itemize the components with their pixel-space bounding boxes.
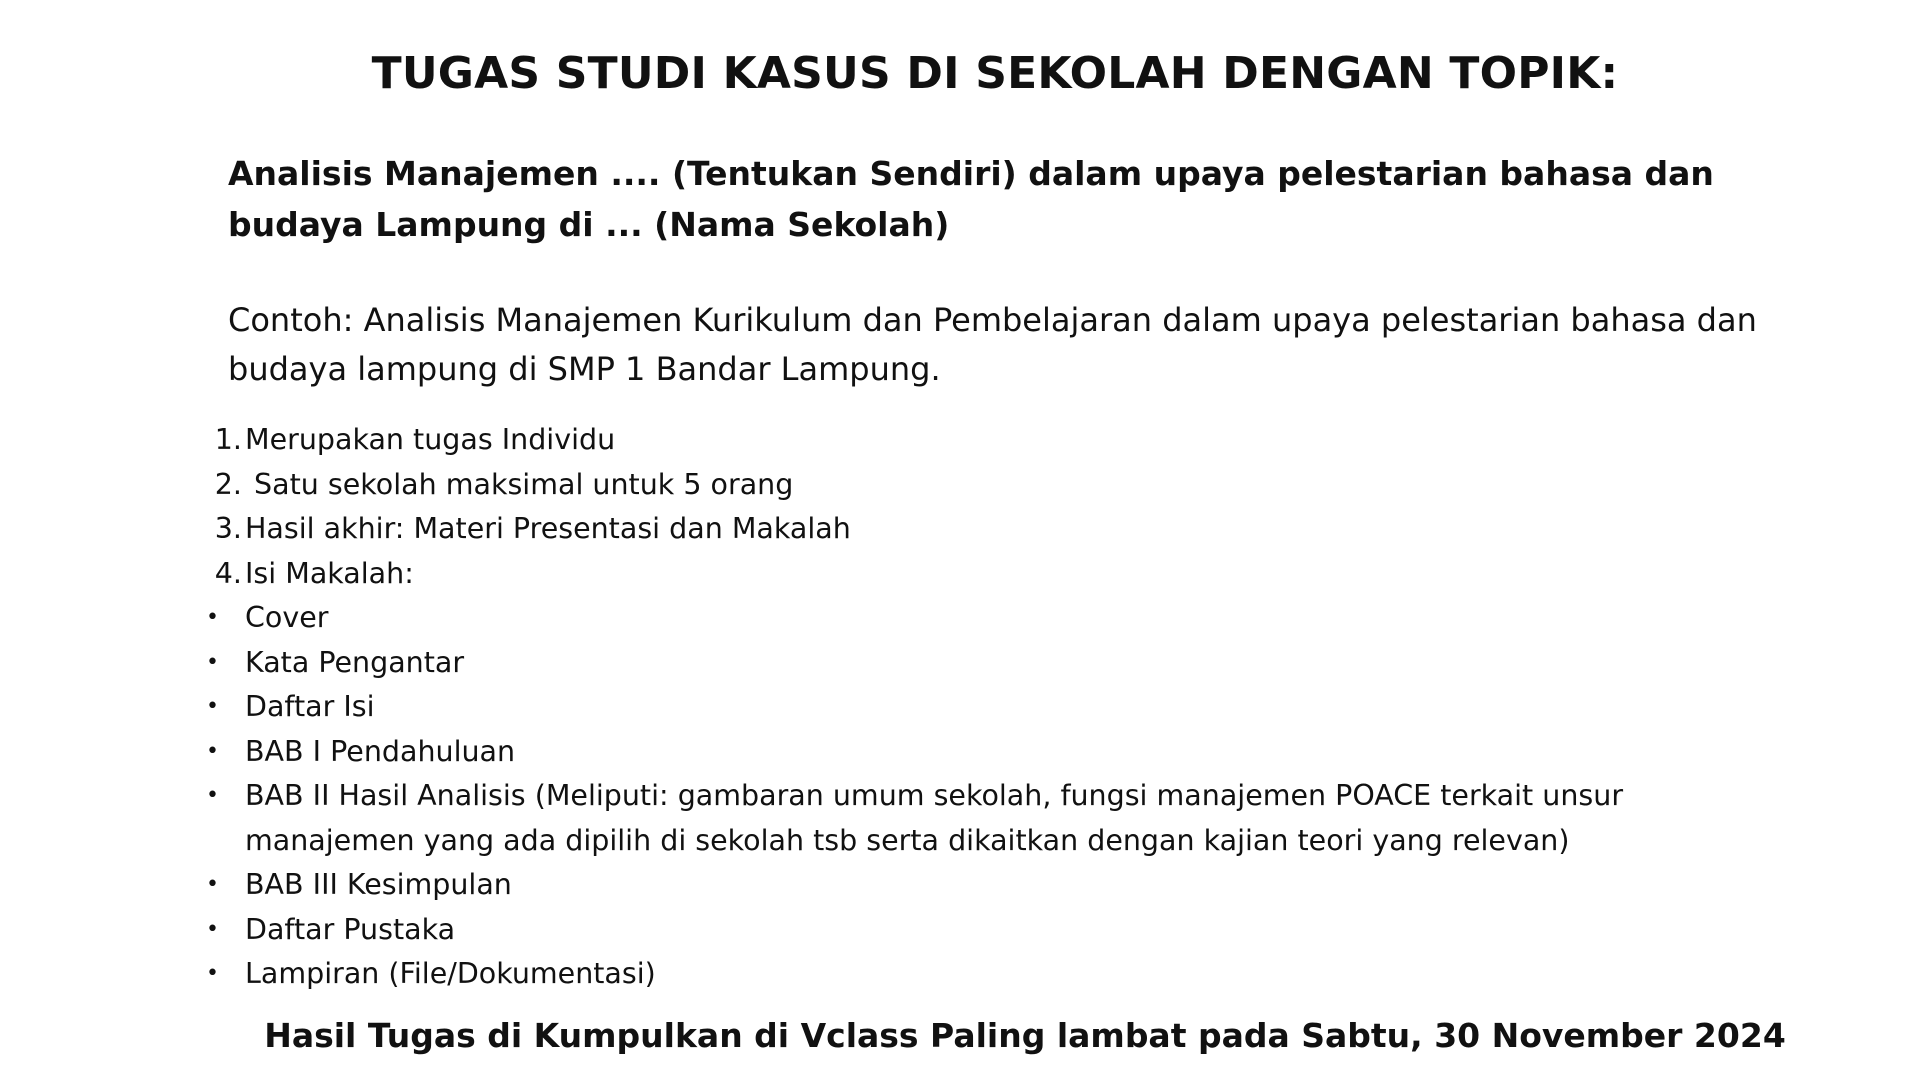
deadline-note: Hasil Tugas di Kumpulkan di Vclass Paling lambat pada Sabtu, 30 November 2024 — [264, 1016, 1786, 1055]
bullet-item-text: BAB I Pendahuluan — [245, 734, 516, 768]
bullet-item — [190, 730, 1750, 775]
bullet-item — [190, 774, 1750, 863]
bullet-item — [190, 685, 1750, 730]
list-item — [190, 552, 1750, 597]
bullet-item — [190, 908, 1750, 953]
bullet-icon: • — [206, 694, 219, 719]
bullet-item — [190, 641, 1750, 686]
bullet-icon: • — [206, 649, 219, 675]
list-item-text: Hasil akhir: Materi Presentasi dan Makalah — [245, 512, 851, 545]
list-item — [190, 507, 1750, 552]
example-paragraph: Contoh: Analisis Manajemen Kurikulum dan Pembelajaran dalam upaya pelestarian bahasa dan budaya lampung di SMP 1 Bandar Lampung. — [228, 301, 1757, 388]
bullet-item-text: Daftar Isi — [245, 690, 375, 723]
list-item-text: Isi Makalah: — [245, 556, 414, 590]
bullet-item-text: BAB III Kesimpulan — [245, 868, 512, 901]
bullet-item — [190, 863, 1750, 908]
bullet-icon: • — [206, 916, 219, 942]
bullet-item-text: Daftar Pustaka — [245, 912, 456, 946]
bullet-item-text: Lampiran (File/Dokumentasi) — [245, 957, 656, 990]
list-number: 3. — [214, 512, 242, 545]
bullet-icon: • — [206, 783, 219, 808]
topic-heading: Analisis Manajemen .... (Tentukan Sendiri) dalam upaya pelestarian bahasa dan budaya Lampung di ... (Nama Sekolah) — [228, 154, 1714, 244]
bullet-item — [190, 952, 1750, 997]
document-title: TUGAS STUDI KASUS DI SEKOLAH DENGAN TOPIK: — [371, 48, 1619, 99]
bullet-icon: • — [206, 738, 219, 764]
list-item — [190, 463, 1750, 508]
list-item-text: Satu sekolah maksimal untuk 5 orang — [245, 467, 794, 501]
list-number: 4. — [214, 556, 242, 590]
bullet-icon: • — [206, 961, 219, 986]
bullet-item-text: Cover — [245, 601, 329, 634]
list-number: 1. — [214, 423, 242, 456]
bullet-icon: • — [206, 872, 219, 897]
list-item — [190, 418, 1750, 463]
bullet-icon: • — [206, 605, 219, 630]
bullet-item-text: BAB II Hasil Analisis (Meliputi: gambaran umum sekolah, fungsi manajemen POACE terkait unsur manajemen yang ada dipilih di sekolah tsb serta dikaitkan dengan kajian teori yang relevan) — [245, 779, 1624, 857]
list-number: 2. — [214, 467, 242, 501]
bullet-item-text: Kata Pengantar — [245, 645, 465, 679]
bullet-item — [190, 596, 1750, 641]
requirements-list — [190, 418, 1750, 997]
list-item-text: Merupakan tugas Individu — [245, 423, 616, 456]
